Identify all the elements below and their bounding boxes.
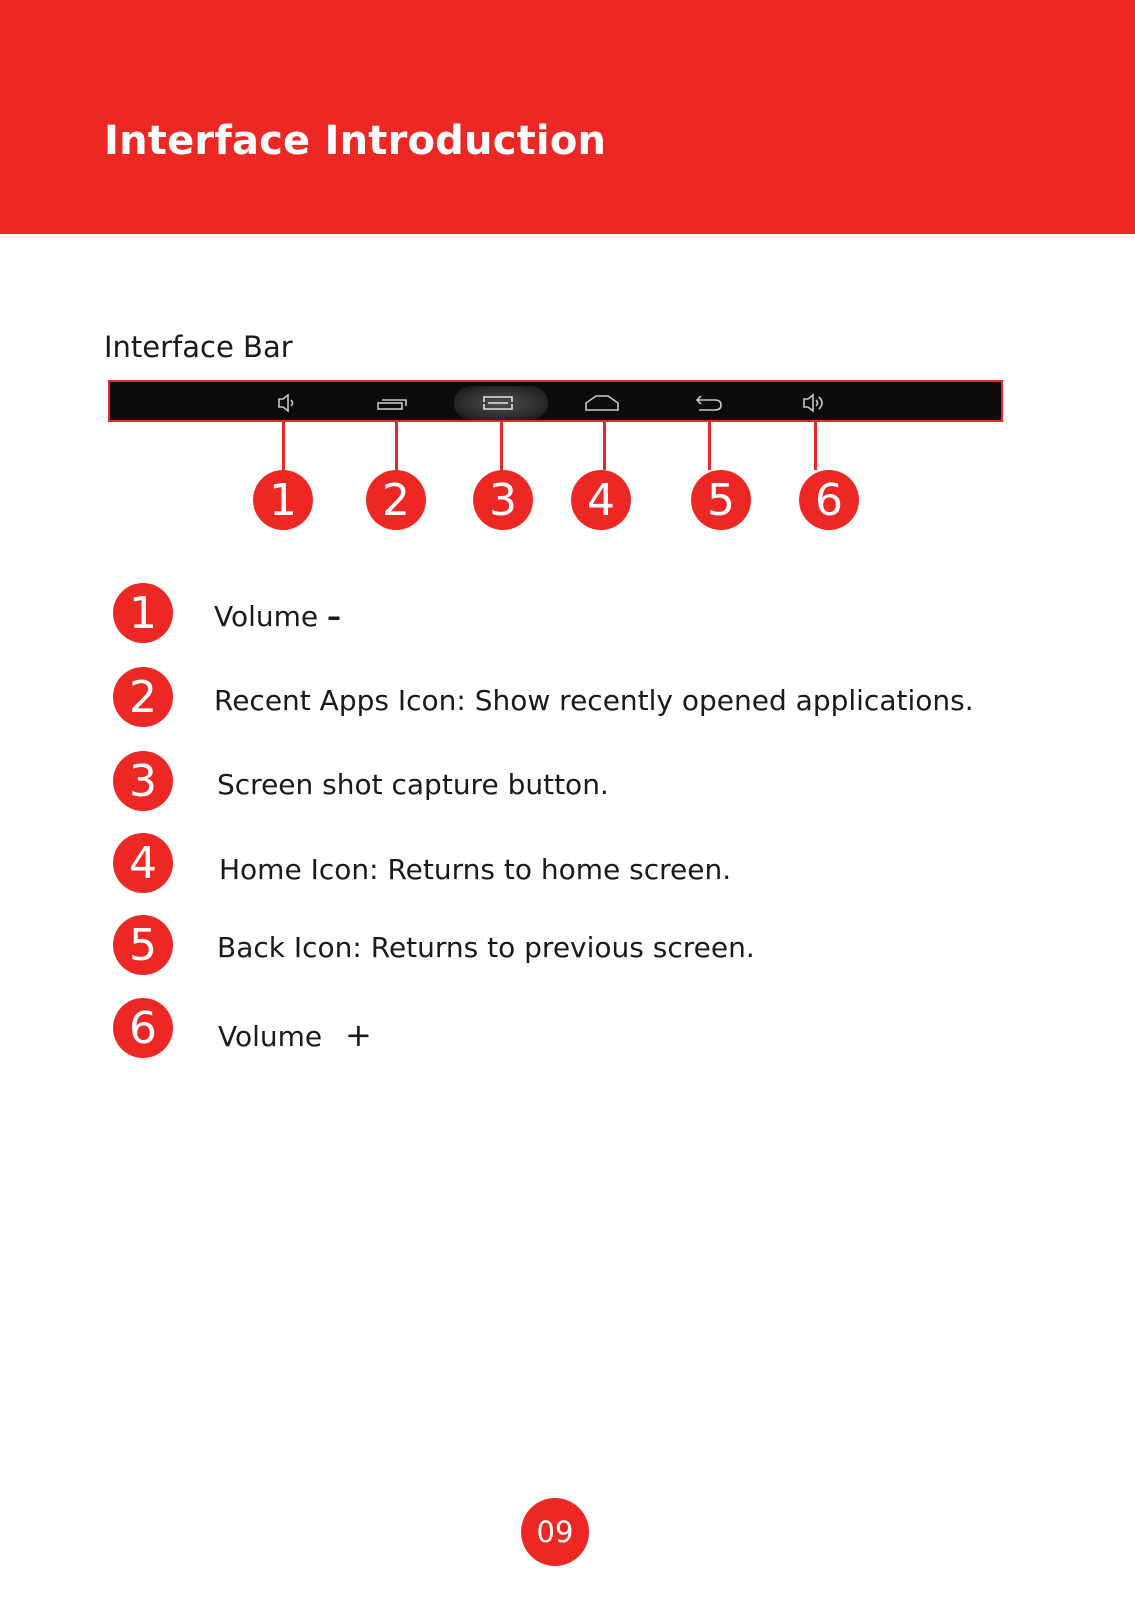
recent-apps-icon[interactable] — [372, 382, 412, 424]
volume-up-icon[interactable] — [793, 382, 833, 424]
leader-line-4 — [603, 422, 606, 470]
legend-label: Volume — [214, 600, 319, 633]
legend-number-2: 2 — [113, 667, 173, 727]
legend-number-4: 4 — [113, 833, 173, 893]
leader-line-1 — [282, 422, 285, 470]
legend-number-5: 5 — [113, 915, 173, 975]
legend-label: Volume — [218, 1020, 323, 1053]
volume-down-icon[interactable] — [266, 382, 306, 424]
header-banner — [0, 0, 1135, 234]
legend-text-2: Recent Apps Icon: Show recently opened applications. — [214, 684, 974, 717]
legend-number-3: 3 — [113, 751, 173, 811]
legend-text-5: Back Icon: Returns to previous screen. — [217, 931, 755, 964]
callout-2: 2 — [366, 470, 426, 530]
leader-line-2 — [395, 422, 398, 470]
back-icon[interactable] — [687, 382, 727, 424]
minus-symbol: – — [327, 600, 342, 633]
callout-3: 3 — [473, 470, 533, 530]
legend-text-4: Home Icon: Returns to home screen. — [219, 853, 732, 886]
legend-text-6 — [218, 1016, 372, 1054]
page-title: Interface Introduction — [104, 118, 607, 164]
page-number: 09 — [521, 1498, 589, 1566]
callout-6: 6 — [799, 470, 859, 530]
section-title: Interface Bar — [104, 330, 293, 364]
callout-5: 5 — [691, 470, 751, 530]
callout-1: 1 — [253, 470, 313, 530]
legend-number-6: 6 — [113, 998, 173, 1058]
home-icon[interactable] — [582, 382, 622, 424]
screenshot-icon[interactable] — [478, 382, 518, 424]
plus-symbol: + — [345, 1016, 372, 1054]
callout-4: 4 — [571, 470, 631, 530]
legend-number-1: 1 — [113, 583, 173, 643]
legend-text-3: Screen shot capture button. — [217, 768, 609, 801]
leader-line-6 — [814, 422, 817, 470]
legend-text-1 — [214, 600, 341, 633]
leader-line-5 — [708, 422, 711, 470]
leader-line-3 — [500, 422, 503, 470]
interface-bar — [108, 380, 1003, 422]
